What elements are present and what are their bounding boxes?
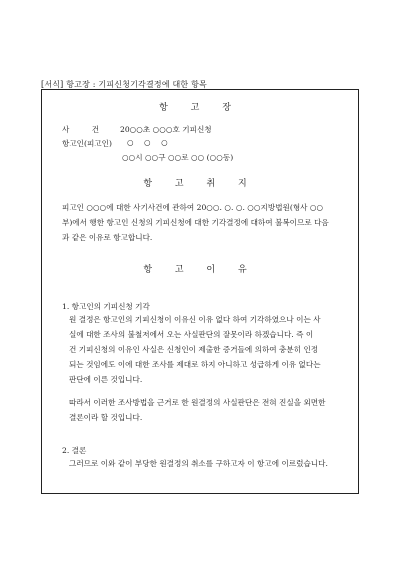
purpose-paragraph — [62, 200, 344, 245]
case-label: 사 건 — [62, 125, 110, 134]
section2-line: 그러므로 이와 같이 부당한 원결정의 취소를 구하고자 이 항고에 이르렀습니다. — [69, 459, 328, 468]
purpose-line: 부)에서 행한 항고인 신청의 기피신청에 대한 기각결정에 대하여 불복이므로 다음 — [62, 218, 329, 227]
section1-heading: 1. 항고인의 기피신청 기각 — [62, 302, 150, 311]
section1-paragraph — [69, 312, 347, 387]
section2-heading: 2. 결론 — [62, 446, 87, 455]
conclusion-line: 따라서 이러한 조사방법을 근거로 한 원결정의 사실판단은 전혀 진실을 외면한 — [69, 398, 326, 407]
section1-line: 실에 대한 조사의 불철저에서 오는 사실판단의 잘못이라 하겠습니다. 즉 이 — [69, 330, 314, 339]
section1-line: 원 결정은 항고인의 기피신청이 이유신 이유 없다 하여 기각하였으나 이는 사 — [69, 315, 321, 324]
section1-conclusion — [69, 395, 347, 425]
appellant-label: 항고인(피고인) — [62, 139, 112, 148]
conclusion-line: 결론이라 할 것입니다. — [69, 413, 143, 422]
case-value: 20○○초 ○○○호 기피신청 — [120, 125, 212, 134]
section1-line: 판단에 이른 것입니다. — [69, 375, 143, 384]
section1-line: 건 기피신청의 이유인 사실은 신청인이 제출한 증거들에 의하여 충분히 인정 — [69, 345, 319, 354]
section1-line: 되는 것임에도 이에 대한 조사를 제대로 하지 아니하고 성급하게 이유 없다는 — [69, 360, 321, 369]
form-caption: [서식] 항고장 : 기피신청기각결정에 대한 항목 — [41, 80, 207, 89]
section2-paragraph — [69, 456, 347, 471]
document-frame — [41, 89, 359, 494]
purpose-line: 피고인 ○○○에 대한 사기사건에 관하여 20○○. ○. ○. ○○지방법원(형사 ○○ — [62, 203, 324, 212]
appellant-name: ○ ○ ○ — [127, 138, 172, 147]
reason-title: 항 고 이 유 — [143, 265, 257, 275]
purpose-line: 과 같은 이유로 항고합니다. — [62, 233, 153, 242]
appellant-address: ○○시 ○○구 ○○로 ○○ (○○동) — [122, 153, 234, 162]
purpose-title: 항 고 취 지 — [143, 179, 257, 189]
document-title: 항 고 장 — [159, 103, 241, 113]
